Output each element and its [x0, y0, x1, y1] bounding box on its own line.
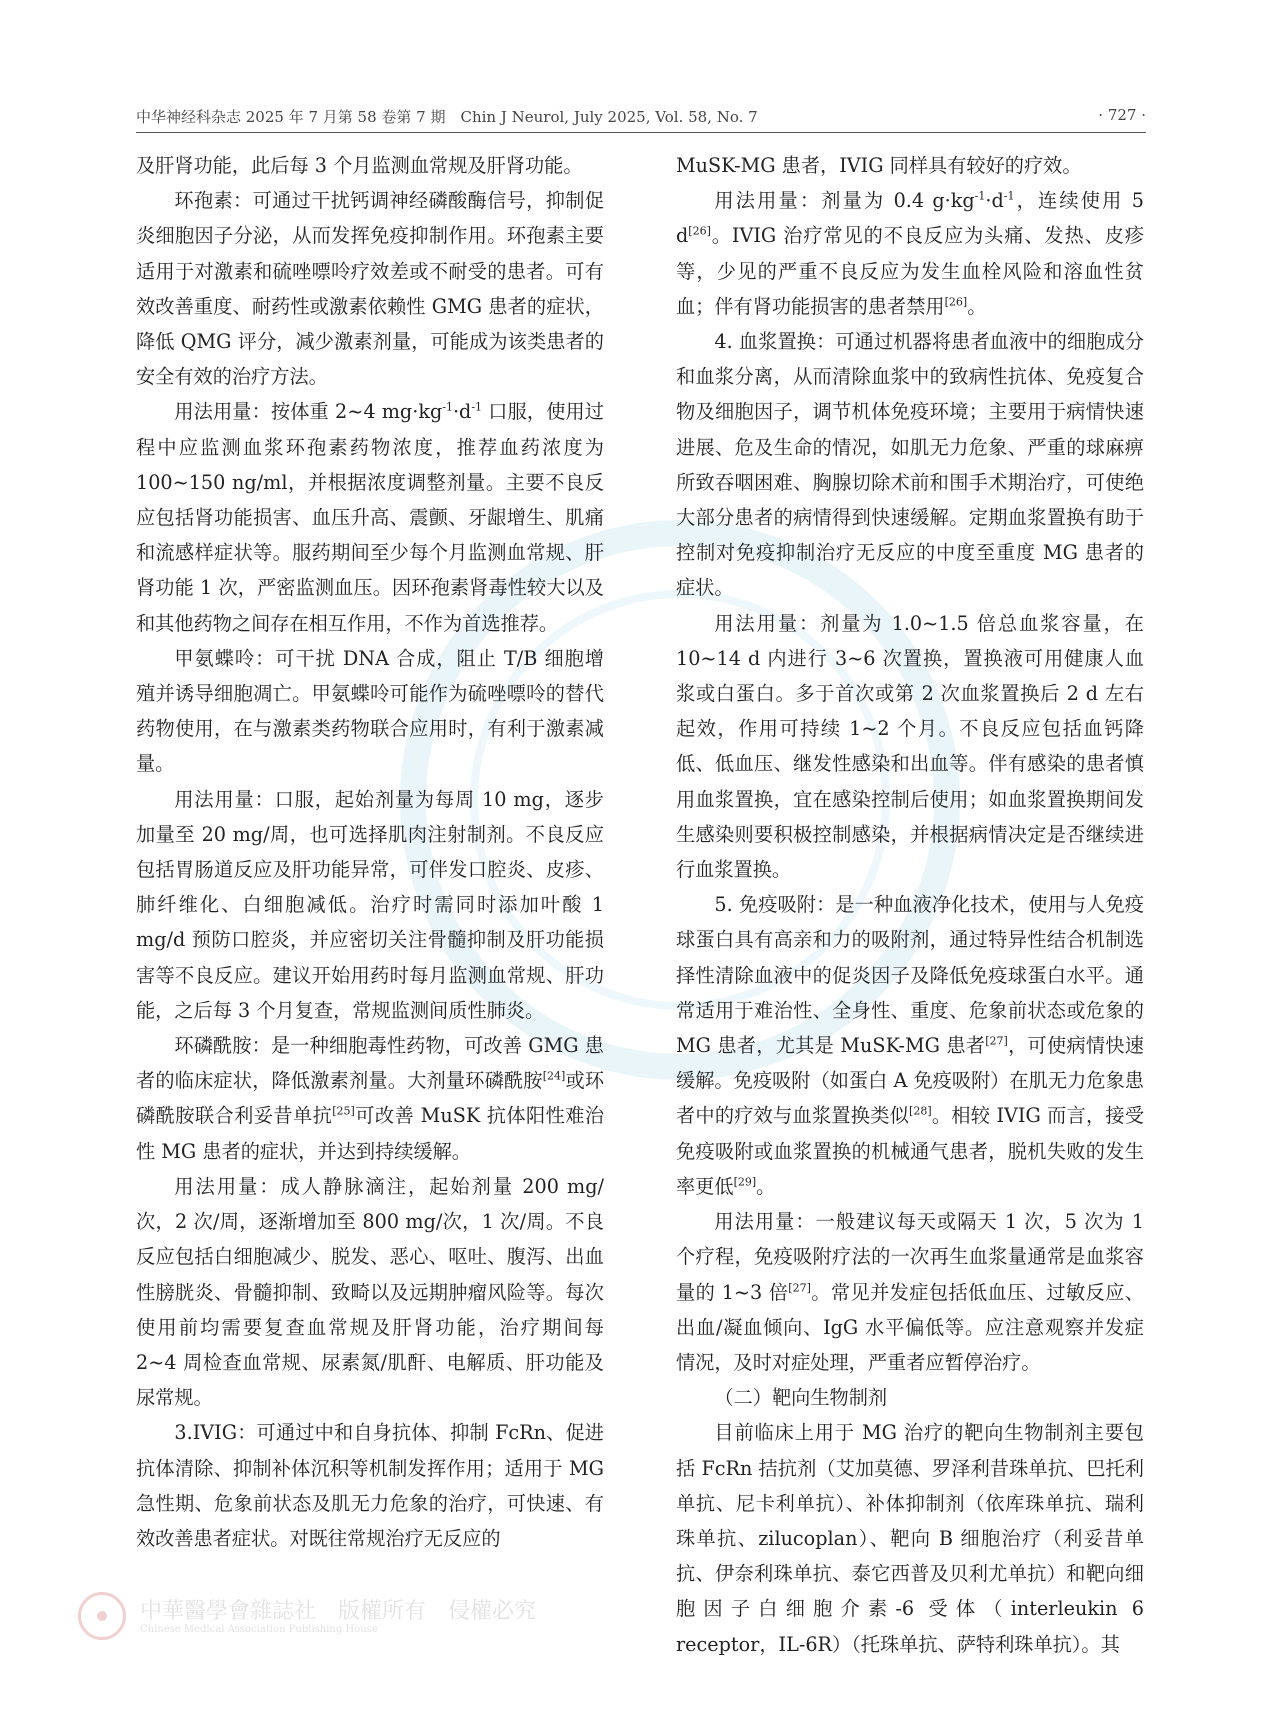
- publisher-watermark: [78, 1592, 598, 1652]
- publisher-logo-sub: Chinese Medical Association Publishing House: [140, 1624, 378, 1635]
- right-paragraph: MuSK-MG 患者，IVIG 同样具有较好的疗效。: [676, 154, 1082, 177]
- left-column: [136, 148, 604, 1556]
- page-number: · 727 ·: [1098, 106, 1146, 124]
- left-paragraph: 环孢素：可通过干扰钙调神经磷酸酶信号，抑制促炎细胞因子分泌，从而发挥免疫抑制作用。环孢素主要适用于对激素和硫唑嘌呤疗效差或不耐受的患者。可有效改善重度、耐药性或激素依赖性 GMG 患者的症状，降低 QMG 评分，减少激素剂量，可能成为该类患者的安全有效的治疗方法。: [136, 189, 604, 389]
- right-paragraph: 5. 免疫吸附：是一种血液净化技术，使用与人免疫球蛋白具有高亲和力的吸附剂，通过特异性结合机制选择性清除血液中的促炎因子及降低免疫球蛋白水平。通常适用于难治性、全身性、重度、危象前状态或危象的 MG 患者，尤其是 MuSK-MG 患者[27]，可使病情快速缓解。免疫吸附（如蛋白 A 免疫吸附）在肌无力危象患者中的疗效与血浆置换类似[28]。相较 IVIG 而言，接受免疫吸附或血浆置换的机械通气患者，脱机失败的发生率更低[29]。: [676, 893, 1145, 1198]
- left-paragraph: 甲氨蝶呤：可干扰 DNA 合成，阻止 T/B 细胞增殖并诱导细胞凋亡。甲氨蝶呤可能作为硫唑嘌呤的替代药物使用，在与激素类药物联合应用时，有利于激素减量。: [136, 646, 604, 776]
- right-paragraph: 用法用量：一般建议每天或隔天 1 次，5 次为 1 个疗程，免疫吸附疗法的一次再生血浆量通常是血浆容量的 1~3 倍[27]。常见并发症包括低血压、过敏反应、出血/凝血倾向、IgG 水平偏低等。应注意观察并发症情况，及时对症处理，严重者应暂停治疗。: [676, 1210, 1144, 1374]
- right-paragraph: 用法用量：剂量为 0.4 $g\cdot kg^{-1}\cdot d^{-1}$，连续使用 5 d[26]。IVIG 治疗常见的不良反应为头痛、发热、皮疹等，少见的严重不良反应为发生血栓风险和溶血性贫血；伴有肾功能损害的患者禁用[26]。: [676, 189, 1144, 318]
- left-paragraph: 及肝肾功能，此后每 3 个月监测血常规及肝肾功能。: [136, 154, 583, 177]
- left-paragraph: 用法用量：按体重 2~4 $mg\cdot kg^{-1}\cdot d^{-1}$ 口服，使用过程中应监测血浆环孢素药物浓度，推荐血药浓度为 100~150 ng/ml，并根据浓度调整剂量。主要不良反应包括肾功能损害、血压升高、震颤、牙龈增生、肌痛和流感样症状等。服药期间至少每个月监测血常规、肝肾功能 1 次，严密监测血压。因环孢素肾毒性较大以及和其他药物之间存在相互作用，不作为首选推荐。: [136, 400, 604, 635]
- publisher-seal-icon: [78, 1592, 126, 1640]
- right-paragraph: 目前临床上用于 MG 治疗的靶向生物制剂主要包括 FcRn 拮抗剂（艾加莫德、罗泽利昔珠单抗、巴托利单抗、尼卡利单抗）、补体抑制剂（依库珠单抗、瑞利珠单抗、zilucoplan）、靶向 B 细胞治疗（利妥昔单抗、伊奈利珠单抗、泰它西普及贝利尤单抗）和靶向细胞因子白细胞介素-6 受体（interleukin 6 receptor，IL-6R）（托珠单抗、萨特利珠单抗）。其: [676, 1421, 1144, 1656]
- right-column: [676, 148, 1144, 1662]
- left-paragraph: 环磷酰胺：是一种细胞毒性药物，可改善 GMG 患者的临床症状，降低激素剂量。大剂量环磷酰胺[24]或环磷酰胺联合利妥昔单抗[25]可改善 MuSK 抗体阳性难治性 MG 患者的症状，并达到持续缓解。: [136, 1034, 605, 1163]
- publisher-logo-text: 中華醫學會雜誌社 版權所有 侵權必究: [140, 1599, 537, 1624]
- left-paragraph: 3.IVIG：可通过中和自身抗体、抑制 FcRn、促进抗体清除、抑制补体沉积等机制发挥作用；适用于 MG 急性期、危象前状态及肌无力危象的治疗，可快速、有效改善患者症状。对既往常规治疗无反应的: [136, 1421, 604, 1550]
- running-header: [136, 102, 1146, 132]
- left-paragraph: 用法用量：成人静脉滴注，起始剂量 200 mg/次，2 次/周，逐渐增加至 800 mg/次，1 次/周。不良反应包括白细胞减少、脱发、恶心、呕吐、腹泻、出血性膀胱炎、骨髓抑制、致畸以及远期肿瘤风险等。每次使用前均需要复查血常规及肝肾功能，治疗期间每 2~4 周检查血常规、尿素氮/肌酐、电解质、肝功能及尿常规。: [136, 1174, 604, 1410]
- right-paragraph: （二）靶向生物制剂: [714, 1386, 888, 1410]
- right-paragraph: 4. 血浆置换：可通过机器将患者血液中的细胞成分和血浆分离，从而清除血浆中的致病性抗体、免疫复合物及细胞因子，调节机体免疫环境；主要用于病情快速进展、危及生命的情况，如肌无力危象、严重的球麻痹所致吞咽困难、胸腺切除术前和围手术期治疗，可使绝大部分患者的病情得到快速缓解。定期血浆置换有助于控制对免疫抑制治疗无反应的中度至重度 MG 患者的症状。: [676, 330, 1144, 600]
- header-rule: [136, 132, 1146, 133]
- left-paragraph: 用法用量：口服，起始剂量为每周 10 mg，逐步加量至 20 mg/周，也可选择肌肉注射制剂。不良反应包括胃肠道反应及肝功能异常，可伴发口腔炎、皮疹、肺纤维化、白细胞减低。治疗时需同时添加叶酸 1 mg/d 预防口腔炎，并应密切关注骨髓抑制及肝功能损害等不良反应。建议开始用药时每月监测血常规、肝功能，之后每 3 个月复查，常规监测间质性肺炎。: [136, 787, 604, 1022]
- journal-citation: 中华神经科杂志 2025 年 7 月第 58 卷第 7 期 Chin J Neurol, July 2025, Vol. 58, No. 7: [136, 108, 758, 126]
- right-paragraph: 用法用量：剂量为 1.0~1.5 倍总血浆容量，在 10~14 d 内进行 3~6 次置换，置换液可用健康人血浆或白蛋白。多于首次或第 2 次血浆置换后 2 d 左右起效，作用可持续 1~2 个月。不良反应包括血钙降低、低血压、继发性感染和出血等。伴有感染的患者慎用血浆置换，宜在感染控制后使用；如血浆置换期间发生感染则要积极控制感染，并根据病情决定是否继续进行血浆置换。: [676, 611, 1144, 882]
